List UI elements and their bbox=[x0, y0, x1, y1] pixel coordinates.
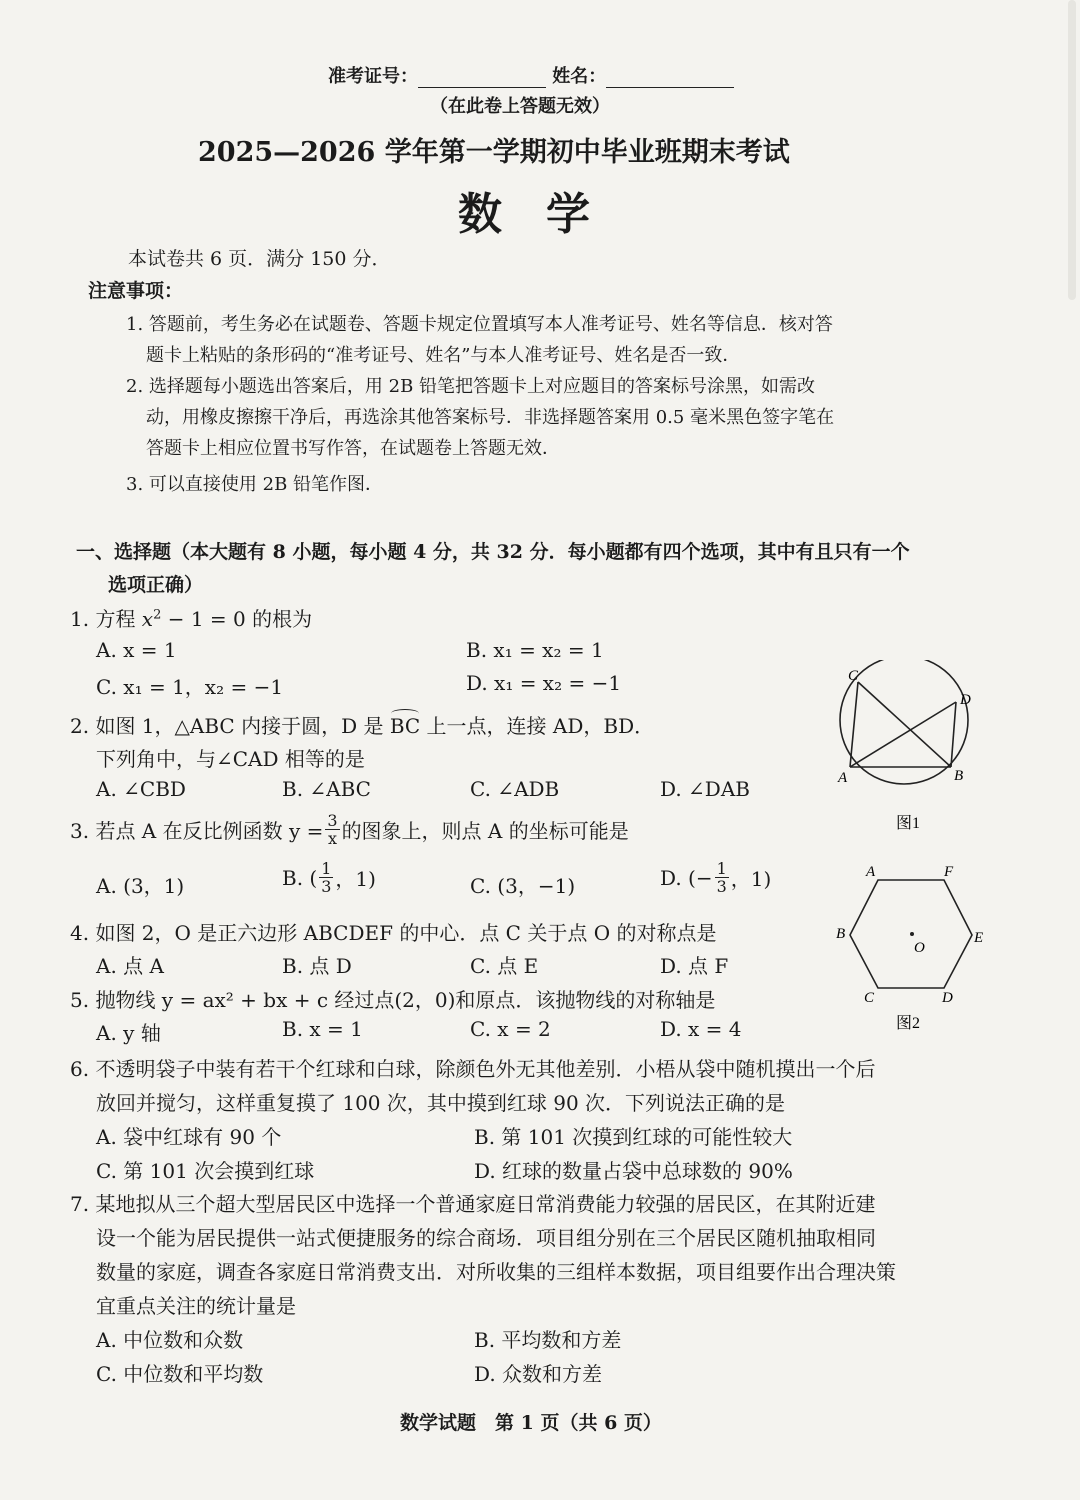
figure-2-caption: 图2 bbox=[896, 1015, 921, 1032]
label-d: D bbox=[942, 990, 953, 1006]
label-f: F bbox=[944, 864, 954, 880]
intro-text: 本试卷共 6 页．满分 150 分． bbox=[128, 248, 391, 270]
question-7-option-c: C. 中位数和平均数 bbox=[96, 1362, 264, 1386]
answer-warning: （在此卷上答题无效） bbox=[430, 96, 610, 117]
label-o: O bbox=[914, 940, 925, 956]
question-3-option-d: D. (− $\frac{1}{3}$ ，1) bbox=[660, 859, 772, 896]
notice-item-2-line-2: 动，用橡皮擦擦干净后，再选涂其他答案标号．非选择题答案用 0.5 毫米黑色签字笔在 bbox=[146, 407, 835, 428]
question-5-option-a: A. y 轴 bbox=[96, 1021, 161, 1045]
figure-2-hexagon-diagram bbox=[832, 860, 992, 1040]
exam-id-label: 准考证号： bbox=[328, 66, 418, 87]
subject-title: 数 学 bbox=[458, 189, 590, 240]
label-c: C bbox=[848, 668, 859, 684]
question-3-option-a: A. (3，1) bbox=[96, 874, 185, 898]
label-e: E bbox=[974, 930, 984, 946]
notice-item-1-line-1: 1. 答题前，考生务必在试题卷、答题卡规定位置填写本人准考证号、姓名等信息．核对答 bbox=[126, 314, 833, 335]
question-7-option-d: D. 众数和方差 bbox=[474, 1362, 603, 1386]
question-2-option-c: C. ∠ADB bbox=[470, 777, 560, 801]
exam-id-blank bbox=[418, 69, 546, 88]
question-1-stem: 1. 方程 $x^2 - 1 = 0$ 的根为 bbox=[70, 607, 313, 631]
figure-1-caption: 图1 bbox=[896, 815, 921, 832]
question-5-stem: 5. 抛物线 y = ax² + bx + c 经过点(2，0)和原点．该抛物线的对称轴是 bbox=[70, 988, 716, 1012]
question-2-option-a: A. ∠CBD bbox=[96, 777, 186, 801]
question-4-option-d: D. 点 F bbox=[660, 954, 729, 978]
question-5-option-c: C. x = 2 bbox=[470, 1017, 551, 1041]
notice-heading: 注意事项： bbox=[88, 280, 184, 302]
fraction-3-over-x: $\frac{3}{x}$ bbox=[327, 811, 338, 848]
question-6-line-2: 放回并搅匀，这样重复摸了 100 次，其中摸到红球 90 次．下列说法正确的是 bbox=[96, 1091, 786, 1115]
question-4-option-a: A. 点 A bbox=[96, 954, 164, 978]
question-6-line-1: 6. 不透明袋子中装有若干个红球和白球，除颜色外无其他差别．小梧从袋中随机摸出一个后 bbox=[70, 1057, 876, 1081]
question-4-stem: 4. 如图 2，O 是正六边形 ABCDEF 的中心．点 C 关于点 O 的对称点是 bbox=[70, 921, 717, 945]
question-1-option-a: A. x = 1 bbox=[96, 638, 177, 662]
question-1-option-c: C. x₁ = 1，x₂ = −1 bbox=[96, 675, 284, 699]
section-heading-line-1: 一、选择题（本大题有 8 小题，每小题 4 分，共 32 分．每小题都有四个选项，其中有且只有一个 bbox=[76, 541, 910, 563]
notice-item-3: 3. 可以直接使用 2B 铅笔作图． bbox=[126, 474, 384, 495]
exam-id-row bbox=[328, 62, 734, 88]
question-3-option-b: B. ( $\frac{1}{3}$ ，1) bbox=[282, 859, 376, 896]
notice-item-1-line-2: 题卡上粘贴的条形码的“准考证号、姓名”与本人准考证号、姓名是否一致． bbox=[146, 345, 741, 366]
center-point bbox=[910, 932, 914, 936]
exam-title: 2025—2026 学年第一学期初中毕业班期末考试 bbox=[198, 137, 790, 168]
label-a: A bbox=[866, 864, 876, 880]
question-4-option-b: B. 点 D bbox=[282, 954, 352, 978]
notice-item-2-line-1: 2. 选择题每小题选出答案后，用 2B 铅笔把答题卡上对应题目的答案标号涂黑，如需改 bbox=[126, 376, 816, 397]
figure-1-circle-diagram bbox=[826, 660, 986, 840]
section-heading-line-2: 选项正确） bbox=[108, 574, 204, 596]
label-c: C bbox=[864, 990, 875, 1006]
question-6-option-a: A. 袋中红球有 90 个 bbox=[96, 1125, 282, 1149]
label-b: B bbox=[954, 768, 964, 784]
question-2-option-b: B. ∠ABC bbox=[282, 777, 371, 801]
question-7-line-3: 数量的家庭，调查各家庭日常消费支出．对所收集的三组样本数据，项目组要作出合理决策 bbox=[96, 1260, 896, 1284]
question-2-stem-line-2: 下列角中，与∠CAD 相等的是 bbox=[96, 747, 365, 771]
segment-ca bbox=[850, 682, 858, 767]
question-2-stem-line-1: 2. 如图 1，△ABC 内接于圆，D 是 BC 上一点，连接 AD，BD． bbox=[70, 714, 655, 738]
question-2-option-d: D. ∠DAB bbox=[660, 777, 750, 801]
notice-item-2-line-3: 答题卡上相应位置书写作答，在试题卷上答题无效． bbox=[146, 438, 560, 459]
question-5-option-b: B. x = 1 bbox=[282, 1017, 363, 1041]
question-4-option-c: C. 点 E bbox=[470, 954, 539, 978]
name-blank bbox=[606, 69, 734, 88]
question-5-option-d: D. x = 4 bbox=[660, 1017, 742, 1041]
label-a: A bbox=[838, 770, 848, 786]
question-6-option-c: C. 第 101 次会摸到红球 bbox=[96, 1159, 315, 1183]
question-6-option-d: D. 红球的数量占袋中总球数的 90% bbox=[474, 1159, 793, 1183]
question-3-stem: 3. 若点 A 在反比例函数 y = $\frac{3}{x}$ 的图象上，则点 A 的坐标可能是 bbox=[70, 811, 629, 848]
question-3-option-c: C. (3，−1) bbox=[470, 874, 576, 898]
page-footer: 数学试题 第 1 页（共 6 页） bbox=[400, 1412, 662, 1434]
question-7-option-b: B. 平均数和方差 bbox=[474, 1328, 622, 1352]
question-7-option-a: A. 中位数和众数 bbox=[96, 1328, 244, 1352]
question-7-line-1: 7. 某地拟从三个超大型居民区中选择一个普通家庭日常消费能力较强的居民区，在其附近建 bbox=[70, 1192, 876, 1216]
question-1-option-d: D. x₁ = x₂ = −1 bbox=[466, 671, 622, 695]
name-label: 姓名： bbox=[552, 66, 607, 87]
question-1-option-b: B. x₁ = x₂ = 1 bbox=[466, 638, 604, 662]
arc-bc: BC bbox=[389, 714, 421, 738]
scrollbar[interactable] bbox=[1068, 0, 1076, 300]
question-7-line-2: 设一个能为居民提供一站式便捷服务的综合商场．项目组分别在三个居民区随机抽取相同 bbox=[96, 1226, 876, 1250]
question-7-line-4: 宜重点关注的统计量是 bbox=[96, 1294, 296, 1318]
question-6-option-b: B. 第 101 次摸到红球的可能性较大 bbox=[474, 1125, 793, 1149]
label-d: D bbox=[960, 692, 971, 708]
label-b: B bbox=[836, 926, 846, 942]
